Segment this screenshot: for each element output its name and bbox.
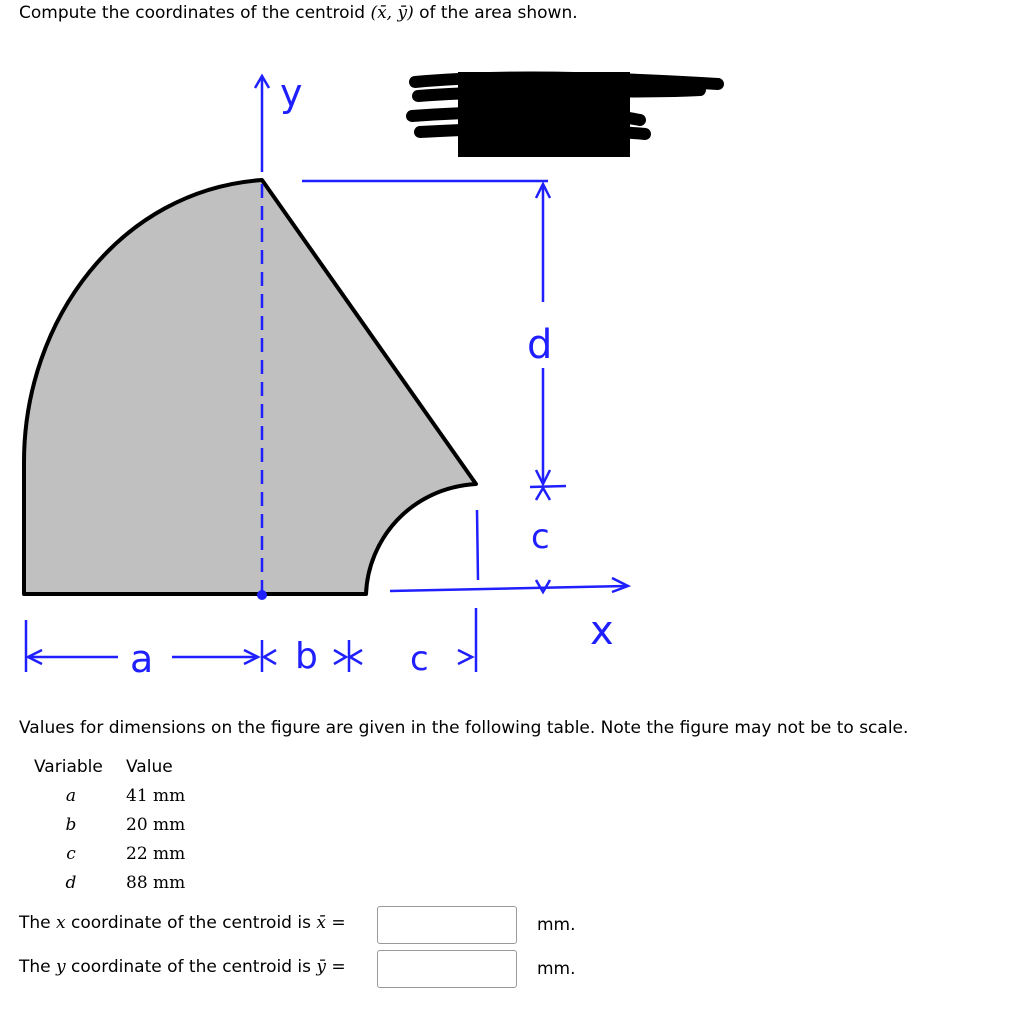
redaction-scribble [412, 72, 718, 157]
prompt-text-before: Compute the coordinates of the centroid [19, 3, 371, 23]
y-question-var: y [56, 957, 66, 977]
y-centroid-input[interactable] [377, 950, 517, 988]
dimension-d-label: d [527, 322, 553, 368]
variable-cell: a [65, 786, 77, 806]
header-value: Value [126, 757, 173, 777]
y-unit: mm. [537, 959, 576, 979]
x-question-text-before: The [19, 913, 57, 933]
x-axis [390, 578, 628, 592]
y-centroid-question [19, 957, 346, 977]
table-row [28, 810, 197, 839]
table-header-row [28, 755, 197, 781]
shaded-area [24, 180, 476, 594]
dimension-c-horizontal-label: c [410, 639, 429, 679]
y-axis-label: y [280, 71, 303, 115]
origin-point [257, 590, 267, 600]
note-text: Values for dimensions on the figure are given in the following table. Note the figure may not be to scale. [19, 718, 909, 738]
prompt-math: (x̄, ȳ) [370, 3, 414, 23]
dimension-a-label: a [130, 637, 154, 681]
y-bar-equals: ȳ = [316, 957, 346, 977]
table-row [28, 868, 197, 897]
x-unit: mm. [537, 915, 576, 935]
dimension-b-label: b [295, 636, 318, 677]
x-bar-equals: x̄ = [316, 913, 346, 933]
x-centroid-input[interactable] [377, 906, 517, 944]
horizontal-dimensions [26, 608, 476, 672]
x-question-var: x [56, 913, 66, 933]
value-cell: 22 mm [126, 844, 186, 864]
x-question-text-mid: coordinate of the centroid is [65, 913, 317, 933]
x-axis-label: x [590, 608, 614, 654]
y-question-text-mid: coordinate of the centroid is [65, 957, 317, 977]
values-table [28, 755, 197, 897]
variable-cell: c [66, 844, 76, 864]
value-cell: 41 mm [126, 786, 186, 806]
value-cell: 20 mm [126, 815, 186, 835]
header-variable: Variable [34, 757, 103, 777]
table-row [28, 839, 197, 868]
prompt-text-after: of the area shown. [413, 3, 578, 23]
variable-cell: b [65, 815, 77, 835]
x-centroid-question [19, 913, 346, 933]
table-row [28, 781, 197, 810]
centroid-figure [0, 60, 760, 700]
variable-cell: d [65, 873, 77, 893]
value-cell: 88 mm [126, 873, 186, 893]
question-prompt [19, 3, 578, 23]
dimension-c-vertical-label: c [531, 517, 550, 557]
y-question-text-before: The [19, 957, 57, 977]
